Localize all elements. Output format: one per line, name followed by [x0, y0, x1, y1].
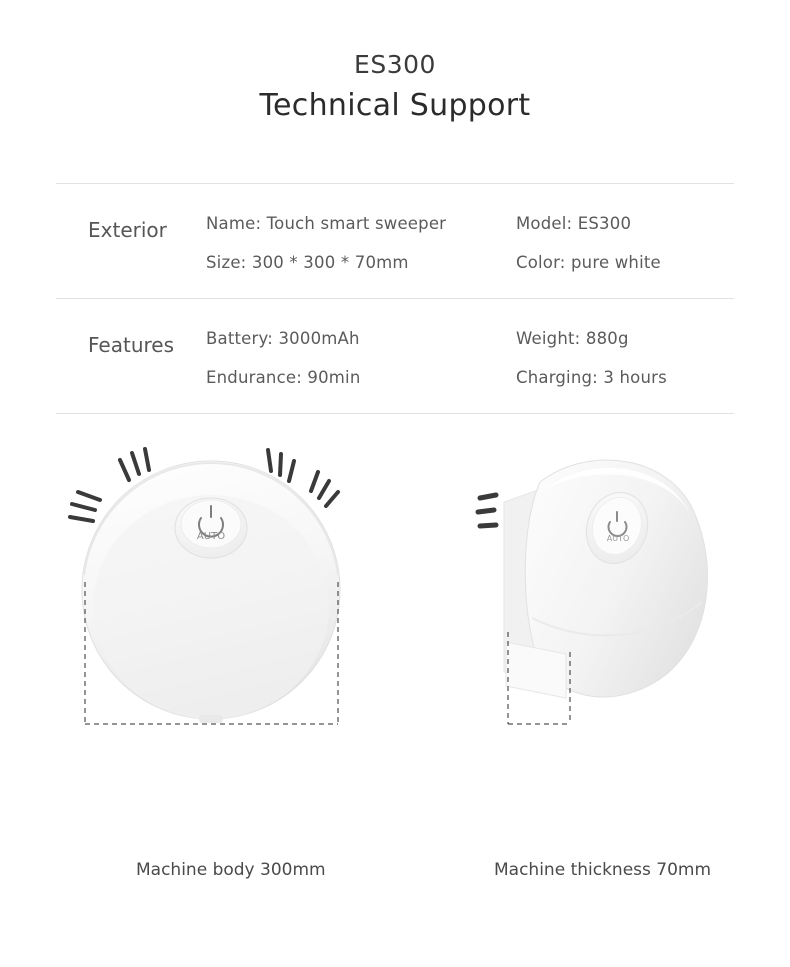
- spec-section-label-features: Features: [88, 333, 174, 358]
- spec-grid-exterior: [206, 214, 734, 272]
- power-button-label: AUTO: [196, 531, 226, 543]
- product-side-view: [470, 442, 720, 776]
- power-button-side-label: AUTO: [606, 534, 630, 544]
- spec-section-exterior: [0, 184, 790, 298]
- spec-item-size: Size: 300 * 300 * 70mm: [206, 253, 409, 273]
- caption-machine-body: Machine body 300mm: [136, 860, 326, 880]
- spec-item-name: Name: Touch smart sweeper: [206, 214, 447, 234]
- divider-bottom: [56, 413, 734, 414]
- product-images: [0, 436, 790, 836]
- spec-item-charging: Charging: 3 hours: [516, 368, 667, 388]
- product-model-title: ES300: [354, 50, 436, 79]
- spec-section-features: [0, 299, 790, 413]
- spec-grid-features: [206, 329, 734, 387]
- brush-bristles-top-left: [120, 449, 149, 480]
- spec-item-model: Model: ES300: [516, 214, 632, 234]
- spec-item-color: Color: pure white: [516, 253, 661, 273]
- product-top-view: [68, 442, 388, 776]
- brush-bristles-right: [311, 472, 338, 506]
- page-title: Technical Support: [259, 87, 531, 123]
- spec-item-weight: Weight: 880g: [516, 329, 629, 349]
- brush-bristles-side: [478, 495, 496, 526]
- spec-section-label-exterior: Exterior: [88, 218, 167, 243]
- power-button: [175, 498, 247, 558]
- spec-item-endurance: Endurance: 90min: [206, 368, 361, 388]
- vacuum-bottom-nub: [199, 715, 223, 723]
- caption-machine-thickness: Machine thickness 70mm: [494, 860, 712, 880]
- brush-bristles-left: [70, 492, 100, 521]
- spec-item-battery: Battery: 3000mAh: [206, 329, 360, 349]
- page-header: [0, 0, 790, 127]
